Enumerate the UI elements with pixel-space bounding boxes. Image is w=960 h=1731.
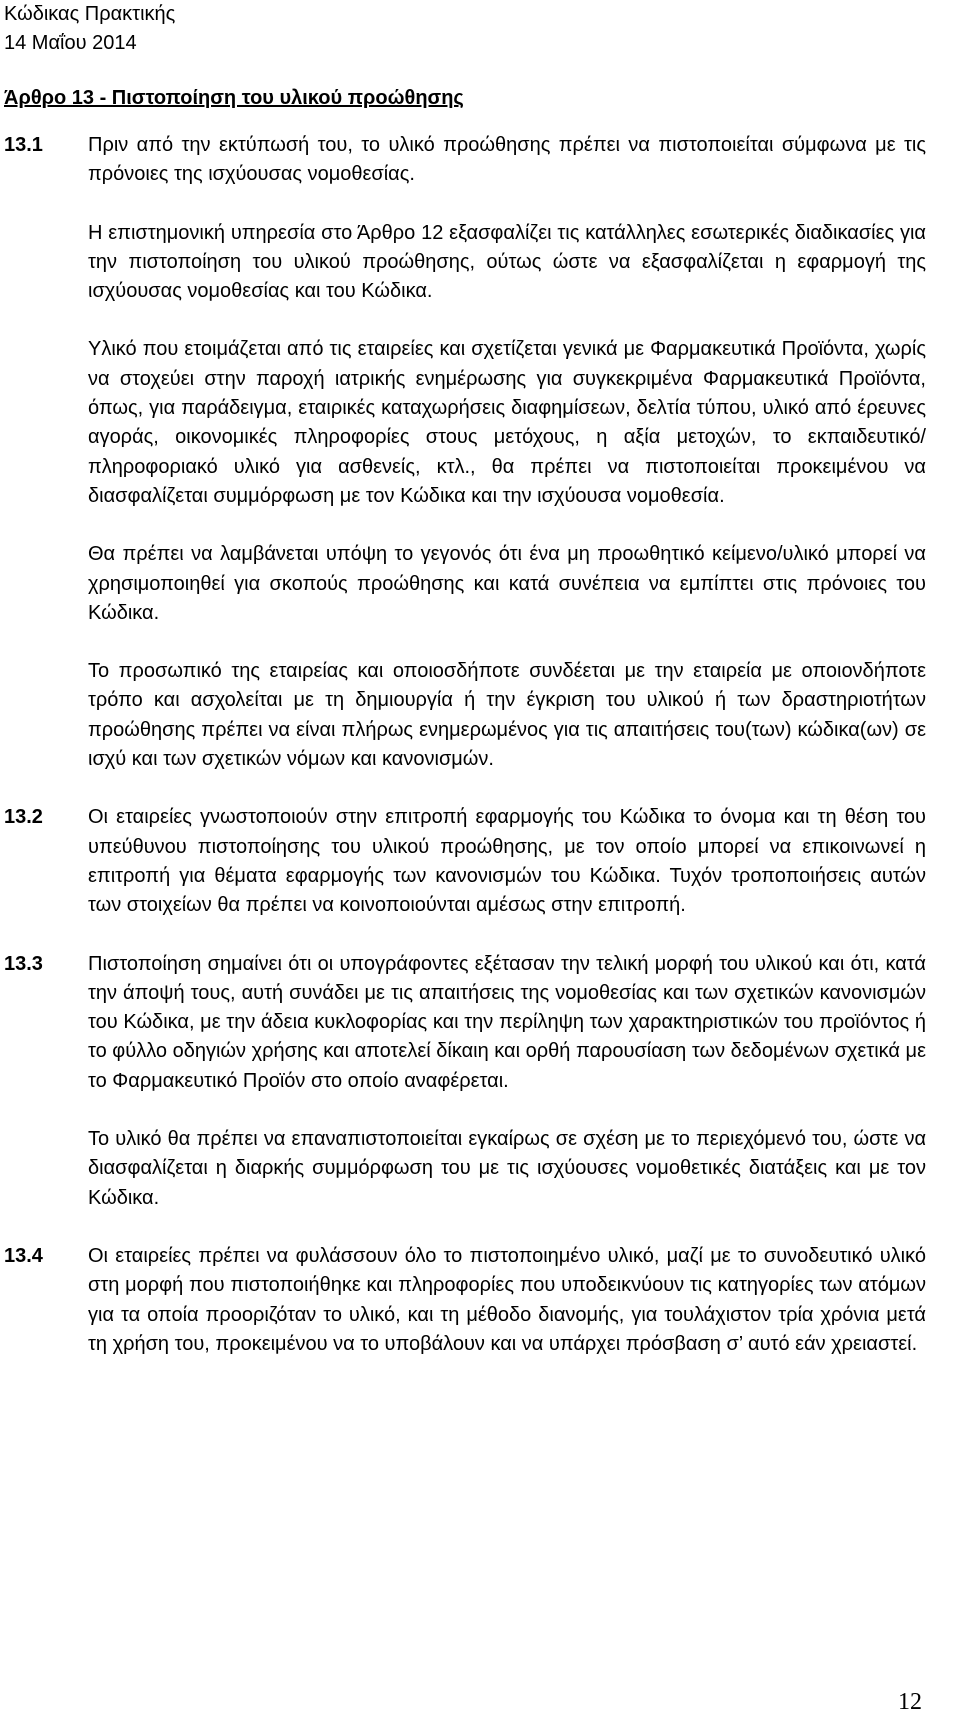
section-number: 13.4: [4, 1244, 43, 1267]
article-title: Άρθρο 13 - Πιστοποίηση του υλικού προώθησης: [4, 87, 464, 109]
page-number: 12: [898, 1689, 922, 1715]
section-number: 13.1: [4, 134, 43, 156]
paragraph: Οι εταιρείες γνωστοποιούν στην επιτροπή εφαρμογής του Κώδικα το όνομα και τη θέση του υπεύθυνου πιστοποίησης του υλικού προώθησης, με τον οποίο μπορεί να επικοινωνεί η επιτροπή για θέματα εφαρμογής των κανονισμών του Κώδικα. Τυχόν τροποποιήσεις αυτών των στοιχείων θα πρέπει να κοινοποιούνται αμέσως στην επιτροπή.: [88, 806, 926, 917]
paragraph: Υλικό που ετοιμάζεται από τις εταιρείες και σχετίζεται γενικά με Φαρμακευτικά Προϊόντα, χωρίς να στοχεύει στην παροχή ιατρικής ενημέρωσης για συγκεκριμένα Φαρμακευτικά Προϊόντα, όπως, για παράδειγμα, εταιρικές καταχωρήσεις διαφημίσεων, δελτία τύπου, υλικό από έρευνες αγοράς, οικονομικές πληροφορίες στους μετόχους, η αξία μετοχών, το εκπαιδευτικό/πληροφοριακό υλικό για ασθενείς, κτλ., θα πρέπει να πιστοποιείται προκειμένου να διασφαλίζεται συμμόρφωση με τον Κώδικα και την ισχύουσα νομοθεσία.: [88, 338, 926, 507]
paragraph: Το προσωπικό της εταιρείας και οποιοσδήποτε συνδέεται με την εταιρεία με οποιονδήποτε τρόπο και ασχολείται με τη δημιουργία ή την έγκριση του υλικού ή των δραστηριοτήτων προώθησης πρέπει να είναι πλήρως ενημερωμένος για τις απαιτήσεις του(των) κώδικα(ων) σε ισχύ και των σχετικών νόμων και κανονισμών.: [88, 660, 926, 771]
section-13-4: [4, 1242, 926, 1359]
paragraph: Πιστοποίηση σημαίνει ότι οι υπογράφοντες εξέτασαν την τελική μορφή του υλικού και ότι, κατά την άποψή τους, αυτή συνάδει με τις απαιτήσεις της νομοθεσίας και των σχετικών κανονισμών του Κώδικα, με την άδεια κυκλοφορίας και την περίληψη των χαρακτηριστικών του προϊόντος ή το φύλλο οδηγιών χρήσης και αποτελεί δίκαιη και ορθή παρουσίαση των δεδομένων σχετικά με το Φαρμακευτικό Προϊόν στο οποίο αναφέρεται.: [88, 952, 926, 1092]
paragraph: Θα πρέπει να λαμβάνεται υπόψη το γεγονός ότι ένα μη προωθητικό κείμενο/υλικό μπορεί να χρησιμοποιηθεί για σκοπούς προώθησης και κατά συνέπεια να εμπίπτει στις πρόνοιες του Κώδικα.: [88, 543, 926, 624]
paragraph: Η επιστημονική υπηρεσία στο Άρθρο 12 εξασφαλίζει τις κατάλληλες εσωτερικές διαδικασίες για την πιστοποίηση του υλικού προώθησης, ούτως ώστε να εξασφαλίζεται η εφαρμογή της ισχύουσας νομοθεσίας και του Κώδικα.: [88, 221, 926, 303]
running-header: [4, 0, 175, 58]
article-body: [4, 131, 926, 1359]
section-number: 13.3: [4, 952, 43, 975]
document-title: Κώδικας Πρακτικής: [4, 3, 176, 25]
section-number: 13.2: [4, 806, 43, 829]
paragraph: Το υλικό θα πρέπει να επαναπιστοποιείται εγκαίρως σε σχέση με το περιεχόμενό του, ώστε να διασφαλίζεται η διαρκής συμμόρφωση του με τις ισχύουσες νομοθετικές διατάξεις και με τον Κώδικα.: [88, 1128, 926, 1209]
paragraph: Οι εταιρείες πρέπει να φυλάσσουν όλο το πιστοποιημένο υλικό, μαζί με το συνοδευτικό υλικό στη μορφή που πιστοποιήθηκε και πληροφορίες που υποδεικνύουν τις κατηγορίες των ατόμων για τα οποία προοριζόταν το υλικό, και τη μέθοδο διανομής, για τουλάχιστον τρία χρόνια μετά τη χρήση του, προκειμένου να το υποβάλουν και να υπάρχει πρόσβαση σ’ αυτό εάν χρειαστεί.: [88, 1244, 926, 1355]
document-date: 14 Μαΐου 2014: [4, 32, 137, 54]
section-13-2: [4, 803, 926, 920]
section-13-3: [4, 950, 926, 1213]
paragraph: Πριν από την εκτύπωσή του, το υλικό προώθησης πρέπει να πιστοποιείται σύμφωνα με τις πρόνοιες της ισχύουσας νομοθεσίας.: [88, 134, 926, 186]
section-13-1: [4, 131, 926, 774]
